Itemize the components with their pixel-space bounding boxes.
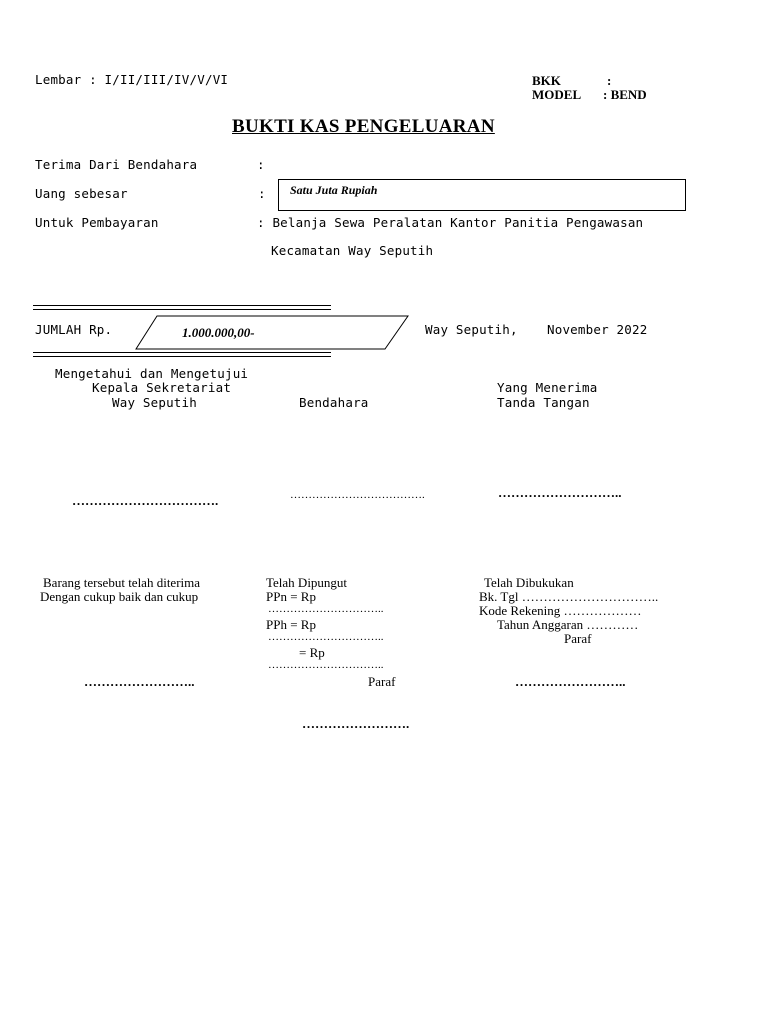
sig-col1-line2: Kepala Sekretariat: [92, 380, 232, 395]
untuk-value-line1: : Belanja Sewa Peralatan Kantor Panitia Pengawasan: [257, 215, 644, 230]
terima-label: Terima Dari Bendahara: [35, 157, 198, 172]
bottom-right-dots: ……………………..: [515, 674, 626, 689]
jumlah-amount: 1.000.000,00-: [182, 325, 255, 340]
uang-label: Uang sebesar: [35, 186, 128, 201]
untuk-value-line2: Kecamatan Way Seputih: [271, 243, 434, 258]
dipungut-title: Telah Dipungut: [266, 575, 348, 590]
sig-col1-dots: …………………………….: [72, 493, 219, 508]
bottom-left-dots: ……………………..: [84, 674, 195, 689]
terima-colon: :: [257, 157, 265, 172]
sig-col3-line1: Yang Menerima: [497, 380, 598, 395]
bottom-center-dots: …………………….: [302, 716, 410, 731]
right-paraf: Paraf: [564, 631, 592, 646]
pph-dots: …………………………..: [268, 631, 384, 643]
sig-col3-line2: Tanda Tangan: [497, 395, 590, 410]
bottom-left-line1: Barang tersebut telah diterima: [43, 575, 201, 590]
untuk-label: Untuk Pembayaran: [35, 215, 159, 230]
kode-rekening: Kode Rekening ………………: [479, 603, 642, 618]
sig-col1-line1: Mengetahui dan Mengetujui: [55, 366, 249, 381]
jumlah-bottom-rule-2: [33, 356, 331, 357]
jumlah-date: November 2022: [547, 322, 648, 337]
pph-label: PPh = Rp: [266, 617, 316, 632]
lembar-label: Lembar : I/II/III/IV/V/VI: [35, 72, 229, 87]
jumlah-top-rule-1: [33, 305, 331, 306]
dibukukan-title: Telah Dibukukan: [484, 575, 574, 590]
jumlah-top-rule-2: [33, 309, 331, 310]
tahun-anggaran: Tahun Anggaran …………: [497, 617, 639, 632]
bkk-colon: :: [607, 73, 612, 88]
ppn-dots: …………………………..: [268, 603, 384, 615]
model-label: MODEL: [532, 87, 582, 102]
bottom-left-line2: Dengan cukup baik dan cukup: [40, 589, 199, 604]
amount-parallelogram: [135, 315, 410, 351]
sig-col1-line3: Way Seputih: [112, 395, 197, 410]
document-title: BUKTI KAS PENGELUARAN: [232, 116, 495, 137]
bk-tgl: Bk. Tgl …………………………..: [479, 589, 659, 604]
mid-paraf: Paraf: [368, 674, 396, 689]
jumlah-bottom-rule-1: [33, 352, 331, 353]
jumlah-place: Way Seputih,: [425, 322, 518, 337]
model-value: : BEND: [603, 87, 647, 102]
other-tax-dots: …………………………..: [268, 659, 384, 671]
bkk-label: BKK: [532, 73, 561, 88]
jumlah-label: JUMLAH Rp.: [35, 322, 113, 337]
other-tax-label: = Rp: [299, 645, 325, 660]
sig-col2-title: Bendahara: [299, 395, 369, 410]
uang-colon: :: [258, 186, 266, 201]
amount-words-value: Satu Juta Rupiah: [290, 183, 378, 197]
ppn-label: PPn = Rp: [266, 589, 316, 604]
sig-col2-dots: ……………………………….: [290, 489, 425, 501]
sig-col3-dots: ………………………..: [498, 485, 622, 500]
